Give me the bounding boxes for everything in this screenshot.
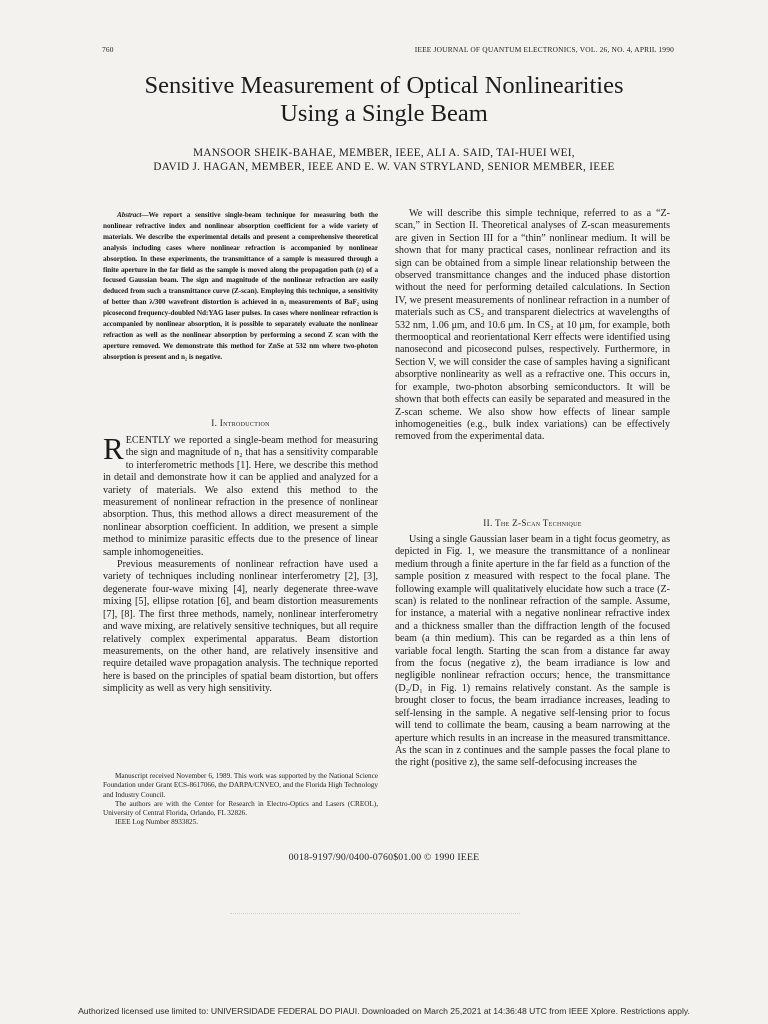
footnote	[103, 772, 378, 828]
page-number: 760	[102, 45, 114, 54]
paper-title	[60, 72, 708, 128]
zscan-body	[395, 534, 670, 770]
intro-paragraph-1: ECENTLY we reported a single-beam method for measuring the sign and magnitude of n₂ that has a sensitivity comparable to interferometric methods [1]. Here, we describe this method in detail and demonstrate how it can be applied and analyzed for a variety of materials. We also extend this method to the measurement of nonlinear refraction in the presence of nonlinear absorption. Thus, this method allows a direct measurement of the nonlinear absorption coefficient. In addition, we present a simple method to minimize parasitic effects due to the presence of linear sample inhomogeneities.	[103, 435, 378, 558]
footnote-funding: Manuscript received November 6, 1989. This work was supported by the National Science Foundation under Grant ECS-8617066, the DARPA/CNVEO, and the Florida High Technology and Industry Council.	[103, 772, 378, 799]
copyright-line: 0018-9197/90/0400-0760$01.00 © 1990 IEEE	[288, 852, 480, 863]
journal-citation: IEEE JOURNAL OF QUANTUM ELECTRONICS, VOL. 26, NO. 4, APRIL 1990	[414, 45, 674, 54]
right-column-intro	[395, 208, 670, 444]
section-2-heading: II. The Z-Scan Technique	[483, 518, 582, 528]
authors-line-1: MANSOOR SHEIK-BAHAE, MEMBER, IEEE, ALI A. SAID, TAI-HUEI WEI,	[193, 147, 575, 159]
introduction-body	[103, 431, 378, 696]
drop-cap: R	[103, 431, 124, 466]
author-list	[60, 146, 708, 174]
abstract	[103, 210, 378, 363]
zscan-paragraph-1: Using a single Gaussian laser beam in a tight focus geometry, as depicted in Fig. 1, we measure the transmittance of a nonlinear medium through a finite aperture in the far field as a function of the sample position z measured with respect to the focal plane. The following example will qualitatively elucidate how such a trace (Z-scan) is related to the nonlinear refraction of the sample. Assume, for instance, a material with a negative nonlinear refractive index and a thickness smaller than the diffraction length of the focused beam (a thin medium). This can be regarded as a thin lens of variable focal length. Starting the scan from a distance far away from the focus (negative z), the beam irradiance is low and negligible nonlinear refraction occurs; hence, the transmittance (D₂/D₁ in Fig. 1) remains relatively constant. As the sample is brought closer to focus, the beam irradiance increases, leading to self-lensing in the sample. A negative self-lensing prior to focus will tend to collimate the beam, causing a beam narrowing at the aperture which results in an increase in the measured transmittance. As the scan in z continues and the sample passes the focal plane to the right (positive z), the same self-defocusing increases the	[395, 534, 670, 769]
title-line-1: Sensitive Measurement of Optical Nonlinearities	[144, 72, 624, 99]
license-footer: Authorized licensed use limited to: UNIVERSIDADE FEDERAL DO PIAUI. Downloaded on March 25,2021 at 14:36:48 UTC from IEEE Xplore. Restrictions apply.	[78, 1006, 690, 1016]
title-line-2: Using a Single Beam	[280, 100, 488, 127]
footnote-affiliation: The authors are with the Center for Research in Electro-Optics and Lasers (CREOL), University of Central Florida, Orlando, FL 32826.	[103, 799, 378, 818]
intro-paragraph-2: Previous measurements of nonlinear refraction have used a variety of techniques including nonlinear interferometry [2], [3], degenerate four-wave mixing [4], nearly degenerate three-wave mixing [5], ellipse rotation [6], and beam distortion measurements [7], [8]. The first three methods, namely, nonlinear interferometry and wave mixing, are relatively sensitive techniques, but all require relatively complex experimental apparatus. Beam distortion measurements, on the other hand, are relatively insensitive and require detailed wave propagation analysis. The technique reported here is based on the principles of spatial beam distortion, but offers simplicity as well as very high sensitivity.	[103, 559, 378, 695]
section-1-heading: I. Introduction	[211, 418, 270, 428]
abstract-heading: Abstract—	[117, 211, 149, 219]
intro-paragraph-3: We will describe this simple technique, referred to as a “Z-scan,” in Section II. Theoretical analyses of Z-scan measurements are given in Section III for a “thin” nonlinear medium. It will be shown that for many practical cases, nonlinear refraction and its sign can be obtained from a simple linear relationship between the observed transmittance changes and the induced phase distortion without the need for performing detailed calculations. In Section IV, we present measurements of nonlinear refraction in a number of materials such as CS₂ and transparent dielectrics at wavelengths of 532 nm, 1.06 μm, and 10.6 μm. In CS₂ at 10 μm, for example, both thermooptical and reorientational Kerr effects were identified using nanosecond and picosecond pulses, respectively. Furthermore, in Section V, we will consider the case of samples having a significant absorptive nonlinearity as well as a refractive one. This occurs in, for example, two-photon absorbing semiconductors. It will be shown that both effects can easily be separated and measured in the Z-scan scheme. We also show how effects of linear sample inhomogeneities (e.g., bulk index variations) can be effectively removed from the experimental data.	[395, 208, 670, 443]
abstract-text: We report a sensitive single-beam technique for measuring both the nonlinear refractive index and nonlinear absorption coefficient for a wide variety of materials. We describe the experimental details and present a comprehensive theoretical analysis including cases where nonlinear refraction is accompanied by nonlinear absorption. In these experiments, the transmittance of a sample is measured through a finite aperture in the far field as the sample is moved along the propagation path (z) of a focused Gaussian beam. The sign and magnitude of the nonlinear refraction are easily deduced from such a transmittance curve (Z-scan). Employing this technique, a sensitivity of better than λ/300 wavefront distortion is achieved in n₂ measurements of BaF₂ using picosecond frequency-doubled Nd:YAG laser pulses. In cases where nonlinear refraction is accompanied by nonlinear absorption, it is possible to separately evaluate the nonlinear refraction as well as the nonlinear absorption by performing a second Z scan with the aperture removed. We demonstrate this method for ZnSe at 532 nm where two-photon absorption is present and n₂ is negative.	[103, 211, 378, 361]
faint-divider	[230, 913, 520, 914]
authors-line-2: DAVID J. HAGAN, MEMBER, IEEE AND E. W. VAN STRYLAND, SENIOR MEMBER, IEEE	[153, 161, 615, 173]
footnote-log-number: IEEE Log Number 8933825.	[115, 818, 199, 827]
